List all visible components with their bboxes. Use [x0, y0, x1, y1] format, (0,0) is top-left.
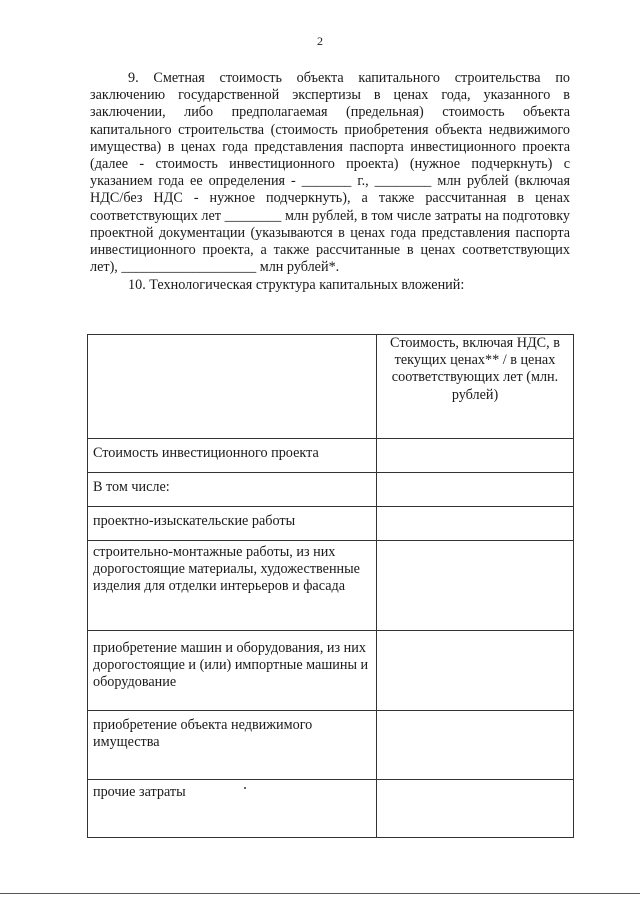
table-header-empty-cell [88, 335, 377, 439]
row-value-other-costs [377, 780, 574, 838]
scan-artifact-dot [244, 787, 246, 789]
row-value-project-cost [377, 439, 574, 473]
row-label-machinery: приобретение машин и оборудования, из них дорогостоящие и (или) импортные машины и оборудование [88, 631, 377, 711]
table-row [88, 780, 574, 838]
table-row [88, 439, 574, 473]
row-label-other-costs: прочие затраты [88, 780, 377, 838]
row-label-project-cost: Стоимость инвестиционного проекта [88, 439, 377, 473]
page-number: 2 [317, 34, 323, 48]
paragraph-10: 10. Технологическая структура капитальных вложений: [128, 277, 465, 294]
row-value-construction [377, 541, 574, 631]
row-label-real-estate: приобретение объекта недвижимого имущества [88, 711, 377, 780]
page-bottom-rule [0, 893, 640, 894]
table-header-cost-cell [377, 335, 574, 439]
paragraph-9: 9. Сметная стоимость объекта капитального строительства по заключению государственной экспертизы в ценах года, указанного в заключении, либо предполагаемая (предельная) стоимость объекта капитального строительства (стоимость приобретения объекта недвижимого имущества) в ценах года представления паспорта инвестиционного проекта (далее - стоимость инвестиционного проекта) (нужное подчеркнуть) с указанием года ее определения - _______ г., ________ млн рублей (включая НДС/без НДС - нужное подчеркнуть), а также рассчитанная в ценах соответствующих лет ________ млн рублей, в том числе затраты на подготовку проектной документации (указываются в ценах года представления паспорта инвестиционного проекта, а также рассчитанные в ценах соответствующих лет), ___________________ млн рублей*. [90, 70, 570, 276]
table-header-cost-text: Стоимость, включая НДС, в текущих ценах** / в ценах соответствующих лет (млн. рублей) [390, 335, 560, 403]
row-value-design-survey [377, 507, 574, 541]
capital-investment-structure-table [87, 334, 574, 838]
table-row [88, 711, 574, 780]
row-value-real-estate [377, 711, 574, 780]
table-row [88, 507, 574, 541]
row-value-including [377, 473, 574, 507]
table-header-row [88, 335, 574, 439]
table-row [88, 473, 574, 507]
row-label-construction: строительно-монтажные работы, из них дорогостоящие материалы, художественные изделия для отделки интерьеров и фасада [88, 541, 377, 631]
table-row [88, 541, 574, 631]
row-label-design-survey: проектно-изыскательские работы [88, 507, 377, 541]
row-label-including: В том числе: [88, 473, 377, 507]
row-value-machinery [377, 631, 574, 711]
document-body [90, 70, 570, 295]
table-row [88, 631, 574, 711]
